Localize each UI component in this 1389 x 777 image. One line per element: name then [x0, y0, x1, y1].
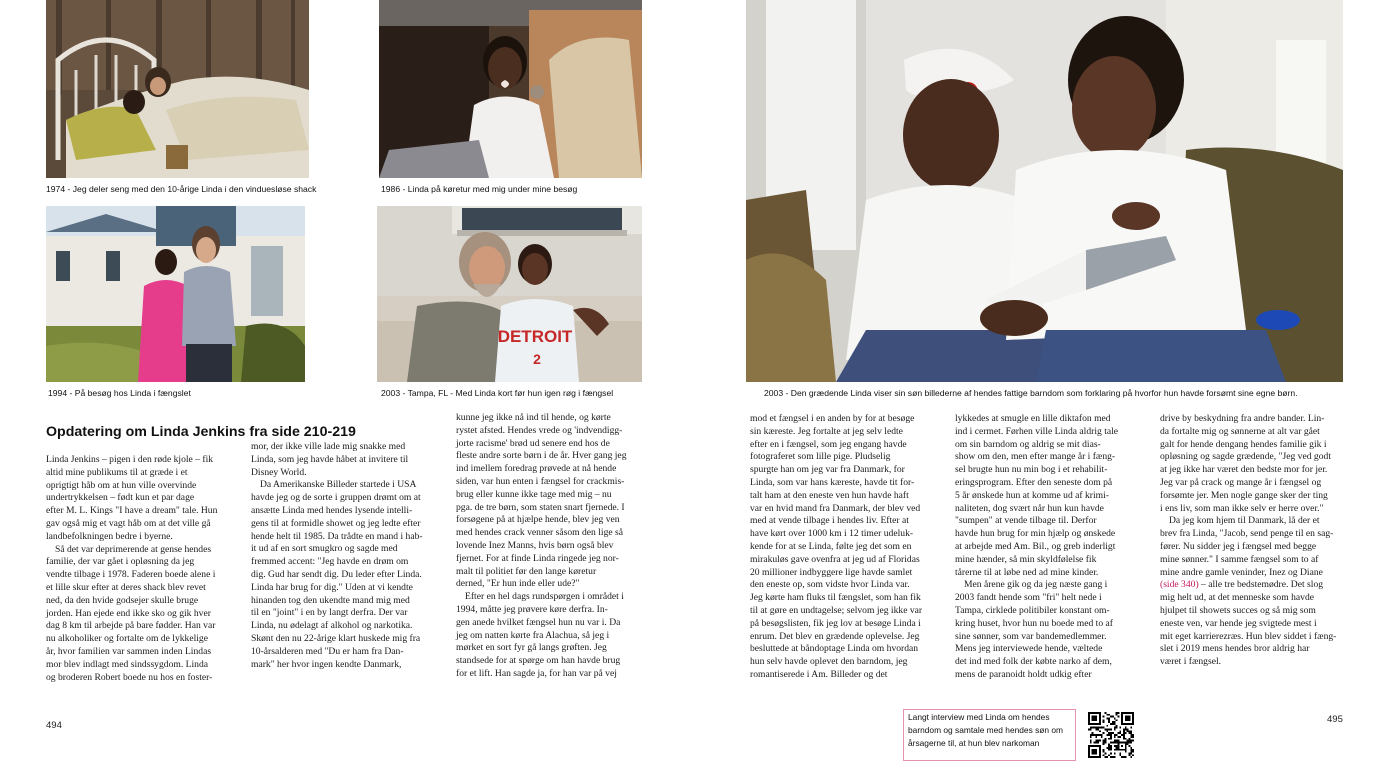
article-line: da fortalte mig og sønnerne at alt var gået: [1160, 425, 1320, 437]
article-line: (side 340) – alle tre bedstemødre. Det slog: [1160, 579, 1324, 591]
article-line: og broderen Robert boede nu hos en foster-: [46, 671, 213, 683]
article-line: 5 år ønskede hun at komme ud af krimi-: [955, 489, 1109, 501]
article-line: Da Amerikanske Billeder startede i USA: [260, 479, 417, 491]
article-column-2: [251, 441, 446, 671]
article-line: været i fængsel.: [1160, 656, 1222, 668]
article-line: lovende Inez Manns, hvis børn også blev: [456, 539, 614, 551]
article-line: Så det var deprimerende at gense hendes: [55, 543, 212, 555]
caption-photo-1974: 1974 - Jeg deler seng med den 10-årige Linda i den vinduesløse shack: [46, 184, 317, 194]
article-line: opløsning og sagde grædende, "Jeg ved godt: [1160, 451, 1331, 463]
qr-caption-line: årsagerne til, at hun blev narkoman: [908, 738, 1040, 748]
article-line: at jeg ikke har været den bedste mor for jer.: [1160, 464, 1328, 476]
article-line: kunne jeg ikke nå ind til hende, og kørte: [456, 412, 611, 423]
article-line: Jeg var på crack og mange år i fængsel og: [1160, 476, 1322, 488]
qr-code-icon[interactable]: [1088, 712, 1134, 758]
article-line: undertrykkelsen – født kun et par dage: [46, 492, 195, 504]
article-line: fremmed accent: "Jeg havde en drøm om: [251, 556, 409, 568]
article-line: standsede for at spørge om han havde brug: [456, 655, 621, 667]
article-line: den eneste op, som vidste hvor Linda var.: [750, 579, 910, 591]
article-line: eringsprogram. Efter den seneste dom på: [955, 476, 1113, 488]
article-line: jorden. Han ejede end ikke sko og gik hver: [46, 607, 211, 619]
photo-1986-car: [379, 0, 642, 178]
article-line: oprigtigt håb om at hun ville overvinde: [46, 479, 197, 491]
article-line: Linda Jenkins – pigen i den røde kjole – fik: [46, 454, 214, 465]
article-line: enrum. Det blev en grædende oplevelse. Jeg: [750, 630, 920, 642]
article-line: fører. Nu sidder jeg i fængsel med begge: [1160, 540, 1317, 552]
article-line: ansætte Linda med hendes lysende intelli-: [251, 504, 413, 516]
article-column-5: [955, 413, 1150, 682]
article-line: mine hænder, så min skyldfølelse fik: [955, 553, 1097, 565]
article-line: ned, da den hvide godsejer skulle bruge: [46, 594, 199, 606]
article-line: efter en i fængsel, som jeg engang havde: [750, 438, 907, 450]
article-line: gen anede hvilket fængsel hun nu var i. Da: [456, 616, 621, 628]
article-line: til en "joint" i en by langt derfra. Der var: [251, 607, 408, 619]
article-line: dag 8 km til arbejde på bare fødder. Han var: [46, 620, 216, 632]
article-line: altid mine publikums til at græde i et: [46, 466, 188, 478]
article-line: brug eller kunne ikke tage med mig – nu: [456, 488, 612, 500]
qr-caption-line: Langt interview med Linda om hendes: [908, 712, 1050, 722]
article-line: show om den, men efter mange år i fæng-: [955, 451, 1116, 463]
article-line: fleste andre sorte børn i de år. Hver gang jeg: [456, 450, 627, 462]
article-line: gens til at formidle showet og jeg ledte efter: [251, 517, 421, 529]
article-line: var en hvid mand fra Danmark, der blev ved: [750, 502, 921, 514]
article-line: Efter en hel dags rundspørgen i området i: [465, 591, 624, 603]
article-column-3: [456, 412, 651, 681]
article-line: med hendes crack venner såsom den lige så: [456, 527, 624, 539]
article-line: ind i cermet. Førhen ville Linda aldrig tale: [955, 425, 1119, 437]
article-line: "sumpen" at vende tilbage til. Derfor: [955, 515, 1097, 527]
article-line: mirakuløs gave ovenfra at jeg ud af Floridas: [750, 553, 920, 565]
article-line: Men årene gik og da jeg næste gang i: [964, 579, 1108, 591]
article-line: sine sønner, som var bandemedlemmer.: [955, 630, 1107, 642]
article-column-4: [750, 413, 945, 682]
article-line: eneste ven, var hende jeg svigtede mest i: [1160, 617, 1317, 629]
article-column-6: [1160, 413, 1355, 669]
caption-photo-2003-tampa: 2003 - Tampa, FL - Med Linda kort før hun igen røg i fængsel: [381, 388, 614, 398]
article-line: i ens liv, som man ikke selv er herre over.": [1160, 502, 1324, 514]
article-line: rystet afsted. Hendes vrede og 'indvendigg-: [456, 424, 623, 436]
article-line: hinanden tog den ukendte mand mig med: [251, 594, 410, 606]
article-line: Linda har brug for dig." Uden at vi kendte: [251, 581, 413, 593]
article-line: til at gøre en undtagelse; selvom jeg ikke var: [750, 604, 923, 616]
article-line: forsøgene på at hjælpe hende, blev jeg ven: [456, 514, 620, 526]
article-line: slet i 2019 mens hendes bror aldrig har: [1160, 643, 1310, 655]
article-line: mig helt ud, at det menneske som havde: [1160, 592, 1314, 604]
article-line: om sin barndom og aldrig se mit dias-: [955, 438, 1101, 450]
article-line: år, hvor familien var sammen inden Lindas: [46, 645, 212, 657]
article-heading: Opdatering om Linda Jenkins fra side 210-219: [46, 424, 356, 440]
article-line: Disney World.: [251, 466, 307, 478]
article-line: drive by beskydning fra andre bander. Lin-: [1160, 413, 1325, 424]
jersey-text: DETROIT: [497, 327, 573, 346]
article-line: spurgte han om jeg var fra Danmark, for: [750, 464, 905, 476]
article-line: nu alkoholiker og fortalte om de lykkelige: [46, 633, 208, 645]
article-line: mor, der ikke ville lade mig snakke med: [251, 441, 406, 452]
article-line: familie, der var gået i opløsning da jeg: [46, 556, 195, 568]
article-line: derned, "Er hun inde eller ude?": [456, 578, 580, 590]
qr-caption-box: [903, 709, 1076, 761]
svg-text:2: 2: [533, 351, 541, 367]
article-line: havde jeg og de sorte i gruppen drømt om at: [251, 492, 421, 504]
article-line: det ind med folk der købte narko af dem,: [955, 656, 1112, 668]
article-line: hun selv havde oplevet den barndom, jeg: [750, 656, 908, 668]
article-line: kende for at se Linda, følte jeg det som en: [750, 540, 912, 552]
article-line: pga. de tre børn, som staten snart fjernede. I: [456, 501, 625, 513]
article-line: at arbejde med Am. Bil., og greb inderligt: [955, 540, 1116, 552]
caption-photo-1994: 1994 - På besøg hos Linda i fængslet: [48, 388, 191, 398]
article-line: mørket en sort fyr gå langs grøften. Jeg: [456, 642, 607, 654]
article-line: 10-årsalderen med "Du er ham fra Dan-: [251, 645, 404, 657]
article-line: Da jeg kom hjem til Danmark, lå der et: [1169, 515, 1320, 527]
article-line: Linda, som jeg havde håbet at invitere til: [251, 453, 409, 465]
photo-1994-prison: [46, 206, 305, 382]
article-line: mens de paranoidt holdt udkig efter: [955, 668, 1092, 680]
article-line: mod et fængsel i en anden by for at besøge: [750, 413, 915, 424]
article-line: 20 millioner indbyggere lige havde samlet: [750, 566, 913, 578]
article-line: mine sønner." I samme fængsel som to af: [1160, 553, 1319, 565]
article-line: med at vende tilbage i hendes liv. Efter at: [750, 515, 909, 527]
article-line: hende helt til 1985. Da trådte en mand i hab-: [251, 530, 423, 542]
article-line: havde hun brug for min hjælp og ønskede: [955, 528, 1116, 540]
photo-2003-son: [746, 0, 1343, 382]
article-line: siden, var hun enten i fængsel for crackmis-: [456, 475, 625, 487]
article-line: sin kæreste. Jeg fortalte at jeg selv ledte: [750, 425, 903, 437]
article-line: besluttede at båndoptage Linda om hvordan: [750, 643, 919, 655]
article-line: naliteten, dog svært når hun kun havde: [955, 502, 1104, 514]
article-line: vendte tilbage i 1978. Faderen boede alene i: [46, 569, 216, 581]
article-line: ind imellem foredrag prøvede at nå hende: [456, 463, 617, 475]
article-line: romantiserede i Am. Billeder og det: [750, 668, 888, 680]
article-line: jeg om natten kørte fra Alachua, så jeg i: [456, 629, 610, 641]
article-line: jorte racisme' brød ud senere end hos de: [456, 437, 610, 449]
photo-2003-tampa: [377, 206, 642, 382]
article-line: Linda, som var hans kæreste, havde tit for-: [750, 476, 915, 488]
article-line: mit eget karrierezræs. Hun blev siddet i fæng-: [1160, 630, 1337, 642]
article-line: hjulpet til showets succes og så mig som: [1160, 604, 1316, 616]
article-line: have kørt over 1000 km i 12 timer udeluk-: [750, 528, 914, 540]
qr-caption-line: barndom og samtale med hendes søn om: [908, 725, 1064, 735]
article-line: for et lift. Han sagde ja, for han var på vej: [456, 667, 617, 679]
article-line: mine andre gamle veninder, Inez og Diane: [1160, 566, 1323, 578]
article-line: brev fra Linda, "Jacob, send penge til en sag-: [1160, 528, 1334, 540]
article-line: tårerne til at løbe ned ad mine kinder.: [955, 566, 1099, 578]
article-line: Mens jeg interviewede hende, væltede: [955, 643, 1103, 655]
page-number-right: 495: [1327, 714, 1343, 725]
article-line: fjernet. For at finde Linda ringede jeg nor-: [456, 552, 619, 564]
article-line: kring huset, hvor hun nu boede med to af: [955, 617, 1113, 629]
article-line: Tampa, cirklede politibiler konstant om-: [955, 604, 1110, 616]
article-line: et lille skur efter at deres shack blev revet: [46, 581, 206, 593]
article-line: mor blev indlagt med sindssygdom. Linda: [46, 658, 209, 670]
article-line: Linda, nu ødelagt af alkohol og narkotika.: [251, 620, 413, 632]
article-line: galt for hende dengang hendes familie gik i: [1160, 438, 1327, 450]
caption-photo-2003-son: 2003 - Den grædende Linda viser sin søn billederne af hendes fattige barndom som forklaring på hvorfor hun havde forsømt sine egne børn.: [764, 388, 1298, 398]
article-line: dig. Gud har sendt dig. Du leder efter Linda.: [251, 568, 422, 580]
article-line: 1994, måtte jeg prøvere køre derfra. In-: [456, 603, 608, 615]
article-line: på besøgslisten, fik jeg lov at besøge Linda i: [750, 617, 921, 629]
photo-1974-bed: [46, 0, 309, 178]
article-line: gav også mig et vagt håb om at det ville gå: [46, 517, 211, 529]
article-line: efter M. L. Kings "I have a dream" tale. Hun: [46, 505, 218, 517]
article-column-1: [46, 454, 241, 684]
article-line: it ud af en sort smugkro og sagde med: [251, 543, 398, 555]
page-reference-link[interactable]: (side 340): [1160, 579, 1199, 591]
article-line: fotograferet som lille pige. Pludselig: [750, 451, 891, 463]
article-line: talt ham at den eneste ven hun havde haft: [750, 489, 909, 501]
article-line: 2003 fandt hende som "fri" helt nede i: [955, 592, 1102, 604]
article-line: Jeg kørte ham fluks til fængslet, som han fik: [750, 592, 921, 604]
article-line: mark" her hvor ingen kendte Danmark,: [251, 658, 402, 670]
article-line: Skønt den nu 22-årige klart huskede mig fra: [251, 632, 421, 644]
caption-photo-1986: 1986 - Linda på køretur med mig under mine besøg: [381, 184, 578, 194]
article-line: sel brugte hun nu min bog i et rehabilit-: [955, 464, 1108, 476]
article-line: forsømte jer. Men nogle gange sker der ting: [1160, 489, 1328, 501]
page-number-left: 494: [46, 720, 62, 731]
article-line: landbefolkningen bedre i byerne.: [46, 530, 173, 542]
article-line: malt til politiet før den lange køretur: [456, 565, 597, 577]
article-line: lykkedes at smugle en lille diktafon med: [955, 413, 1111, 424]
